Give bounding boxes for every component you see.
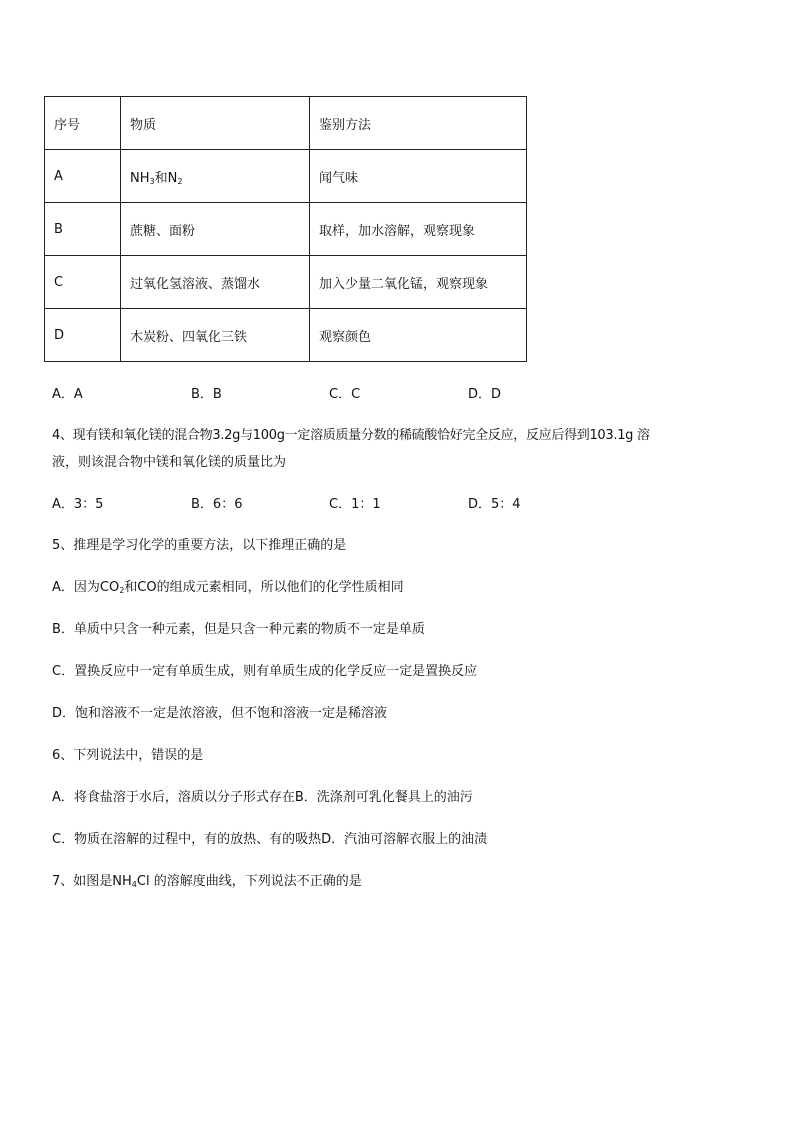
table-row — [45, 256, 527, 309]
subscript-2: 2 — [119, 586, 125, 595]
subscript-4: 4 — [131, 880, 137, 889]
subscript-2: 2 — [177, 176, 183, 186]
q5-option-d: D．饱和溶液不一定是浓溶液，但不饱和溶液一定是稀溶液 — [52, 706, 388, 721]
q4-stem-line2: 液，则该混合物中镁和氧化镁的质量比为 — [52, 455, 287, 470]
header-substance: 物质 — [121, 97, 310, 150]
row-label: C — [45, 256, 121, 309]
row-method: 闻气味 — [310, 150, 527, 203]
row-method: 观察颜色 — [310, 309, 527, 362]
substance-n-text: 和N — [154, 170, 178, 186]
q3-option-c: C．C — [329, 387, 361, 402]
q5-option-a-pre: A．因为CO — [52, 580, 120, 595]
row-substance: 木炭粉、四氧化三铁 — [121, 309, 310, 362]
q7-stem-post: Cl 的溶解度曲线，下列说法不正确的是 — [136, 874, 362, 889]
row-substance: 蔗糖、面粉 — [121, 203, 310, 256]
table-row — [45, 150, 527, 203]
table-row — [45, 309, 527, 362]
table-header-row — [45, 97, 527, 150]
header-method: 鉴别方法 — [310, 97, 527, 150]
q5-stem: 5、推理是学习化学的重要方法，以下推理正确的是 — [52, 538, 347, 553]
identification-table — [44, 96, 527, 362]
q6-stem: 6、下列说法中，错误的是 — [52, 748, 204, 763]
q3-option-d: D．D — [468, 387, 502, 402]
q5-option-c: C．置换反应中一定有单质生成，则有单质生成的化学反应一定是置换反应 — [52, 664, 478, 679]
header-index: 序号 — [45, 97, 121, 150]
q7-stem — [52, 870, 362, 889]
row-substance: 过氧化氢溶液、蒸馏水 — [121, 256, 310, 309]
q6-options-cd: C．物质在溶解的过程中，有的放热、有的吸热D．汽油可溶解衣服上的油渍 — [52, 832, 488, 847]
q3-option-b: B．B — [191, 387, 222, 402]
row-label: A — [45, 150, 121, 203]
row-label: B — [45, 203, 121, 256]
row-method: 取样，加水溶解，观察现象 — [310, 203, 527, 256]
q3-option-a: A．A — [52, 387, 83, 402]
row-label: D — [45, 309, 121, 362]
row-substance — [121, 150, 310, 203]
row-method: 加入少量二氧化锰，观察现象 — [310, 256, 527, 309]
q6-options-ab: A．将食盐溶于水后，溶质以分子形式存在B．洗涤剂可乳化餐具上的油污 — [52, 790, 473, 805]
subscript-3: 3 — [149, 176, 155, 186]
q5-option-b: B．单质中只含一种元素，但是只含一种元素的物质不一定是单质 — [52, 622, 425, 637]
q4-option-a: A．3：5 — [52, 497, 104, 512]
q7-stem-pre: 7、如图是NH — [52, 874, 132, 889]
table-row — [45, 203, 527, 256]
q4-stem-line1: 4、现有镁和氧化镁的混合物3.2g与100g一定溶质质量分数的稀硫酸恰好完全反应，反应后得到103.1g 溶 — [52, 428, 650, 443]
substance-nh-text: NH — [130, 170, 150, 186]
q4-option-b: B．6：6 — [191, 497, 243, 512]
q5-option-a — [52, 576, 404, 595]
q4-option-d: D．5：4 — [468, 497, 521, 512]
q5-option-a-post: 和CO的组成元素相同，所以他们的化学性质相同 — [124, 580, 404, 595]
q4-option-c: C．1：1 — [329, 497, 381, 512]
